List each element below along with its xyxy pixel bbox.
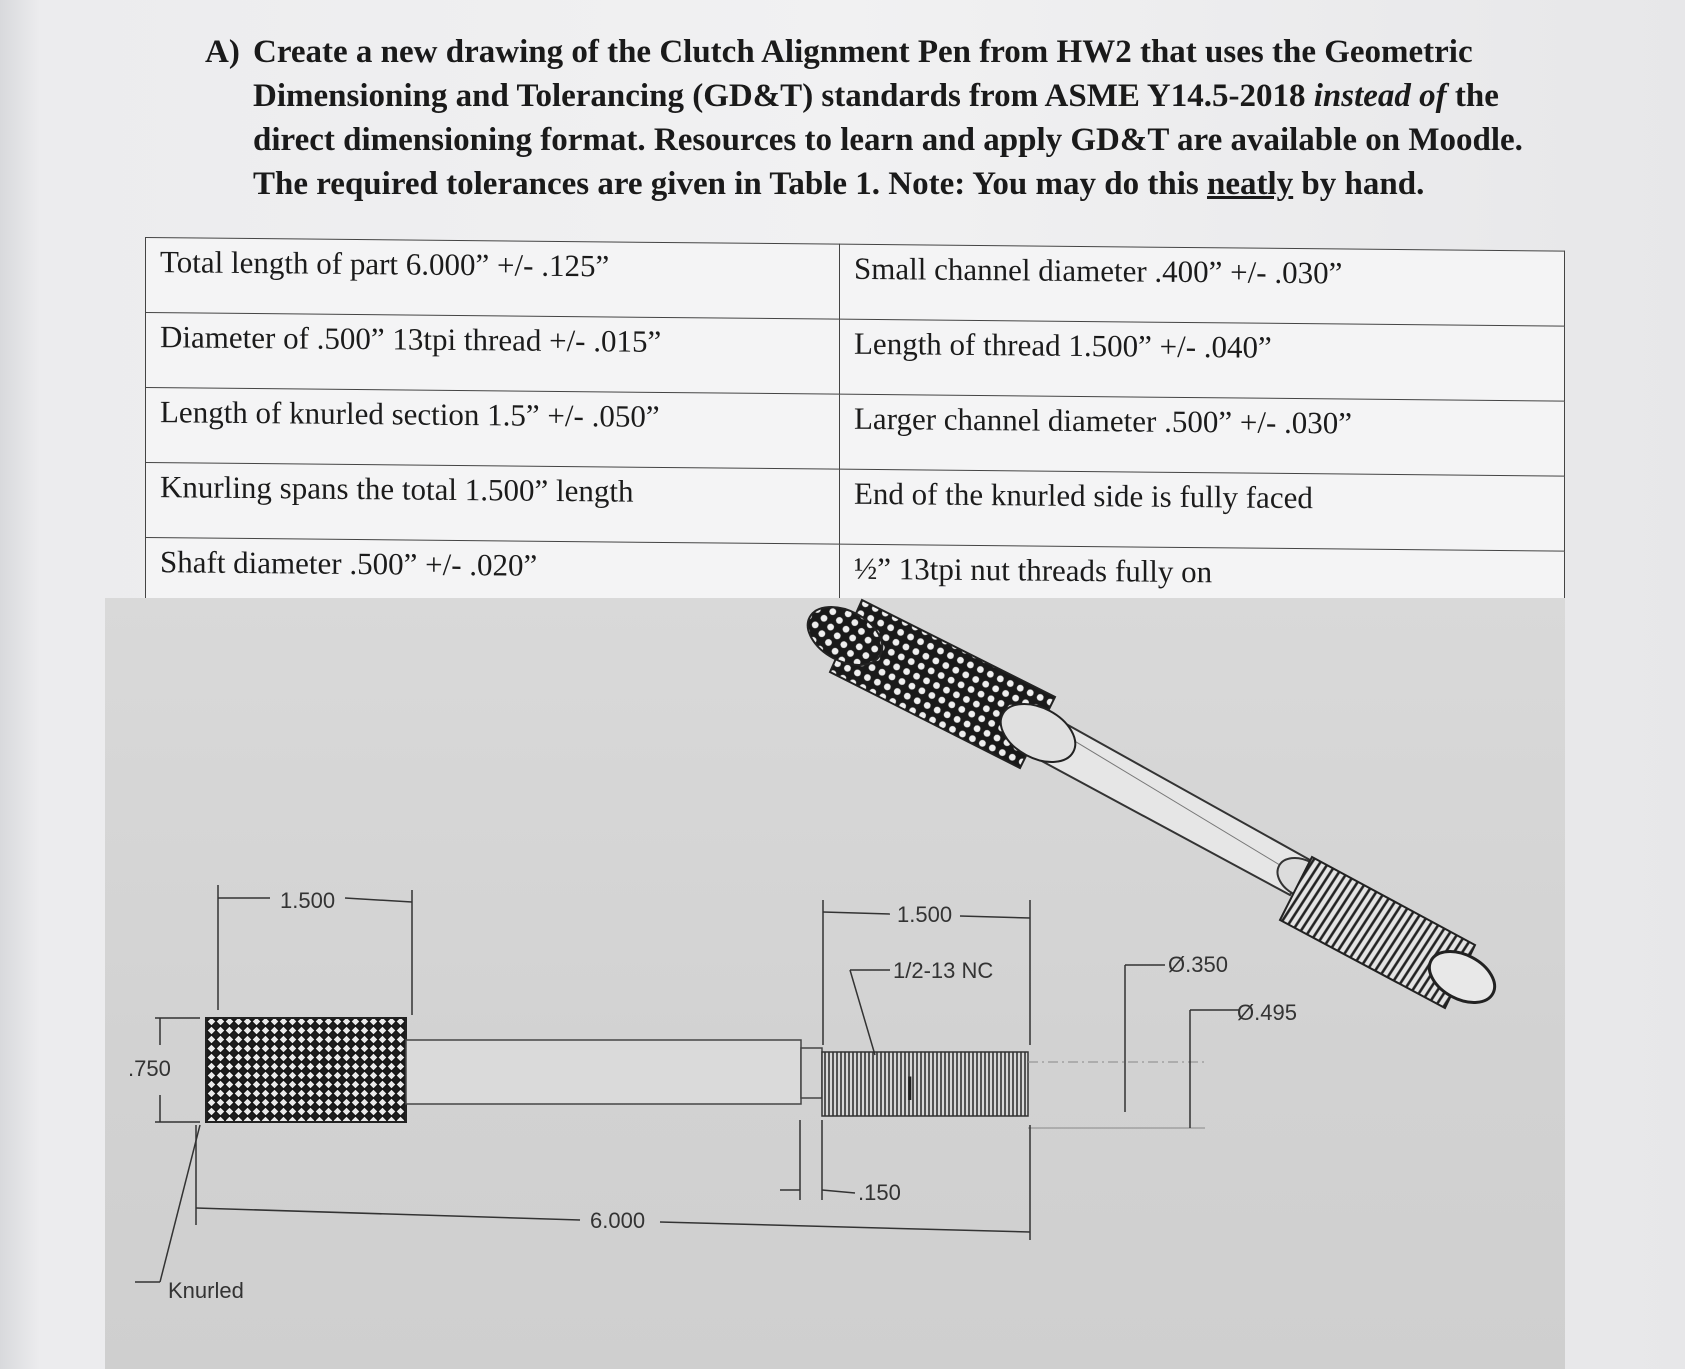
knurl-note: Knurled [168,1278,244,1303]
prompt-line-3: direct dimensioning format. Resources to learn and apply GD&T are available on Moodle. [253,122,1523,158]
emphasis-instead-of: instead of [1313,78,1447,114]
table-cell: Length of thread 1.500” +/- .040” [840,319,1565,401]
dim-groove-width: .150 [858,1180,901,1205]
text-cursor-icon: I [905,1070,915,1108]
knurled-section [206,1018,406,1122]
question-label: A) [205,34,240,70]
dim-knurl-diameter: .750 [128,1056,171,1081]
dim-diameter-large: Ø.495 [1237,1000,1297,1025]
dim-total-length: 6.000 [590,1208,646,1233]
dim-diameter-small: Ø.350 [1168,952,1228,977]
table-cell: Length of knurled section 1.5” +/- .050” [146,388,840,470]
table-cell: Knurling spans the total 1.500” length [146,463,840,545]
table-cell: Shaft diameter .500” +/- .020” [146,538,840,620]
table-cell: Small channel diameter .400” +/- .030” [840,244,1565,326]
underlined-neatly: neatly [1206,166,1294,202]
table-cell: ½” 13tpi nut threads fully on [840,544,1565,626]
prompt-line-4: The required tolerances are given in Table 1. Note: You may do this neatly by hand. [253,166,1425,202]
dim-thread-length: 1.500 [897,902,953,927]
thread-section [822,1052,1028,1116]
dim-knurl-length: 1.500 [280,888,336,913]
table-cell: Total length of part 6.000” +/- .125” [146,238,840,320]
prompt-line-1: Create a new drawing of the Clutch Alignment Pen from HW2 that uses the Geometric [253,34,1473,70]
dim-thread-callout: 1/2-13 NC [893,958,994,983]
table-cell: Larger channel diameter .500” +/- .030” [840,394,1565,476]
table-cell: Diameter of .500” 13tpi thread +/- .015” [146,313,840,395]
prompt-line-2: Dimensioning and Tolerancing (GD&T) standards from ASME Y14.5-2018 instead of the [253,78,1499,114]
groove-section [801,1048,822,1098]
shaft-section [406,1040,801,1104]
table-cell: End of the knurled side is fully faced [840,469,1565,551]
isometric-view [798,595,1503,1013]
side-view [206,1018,1205,1128]
